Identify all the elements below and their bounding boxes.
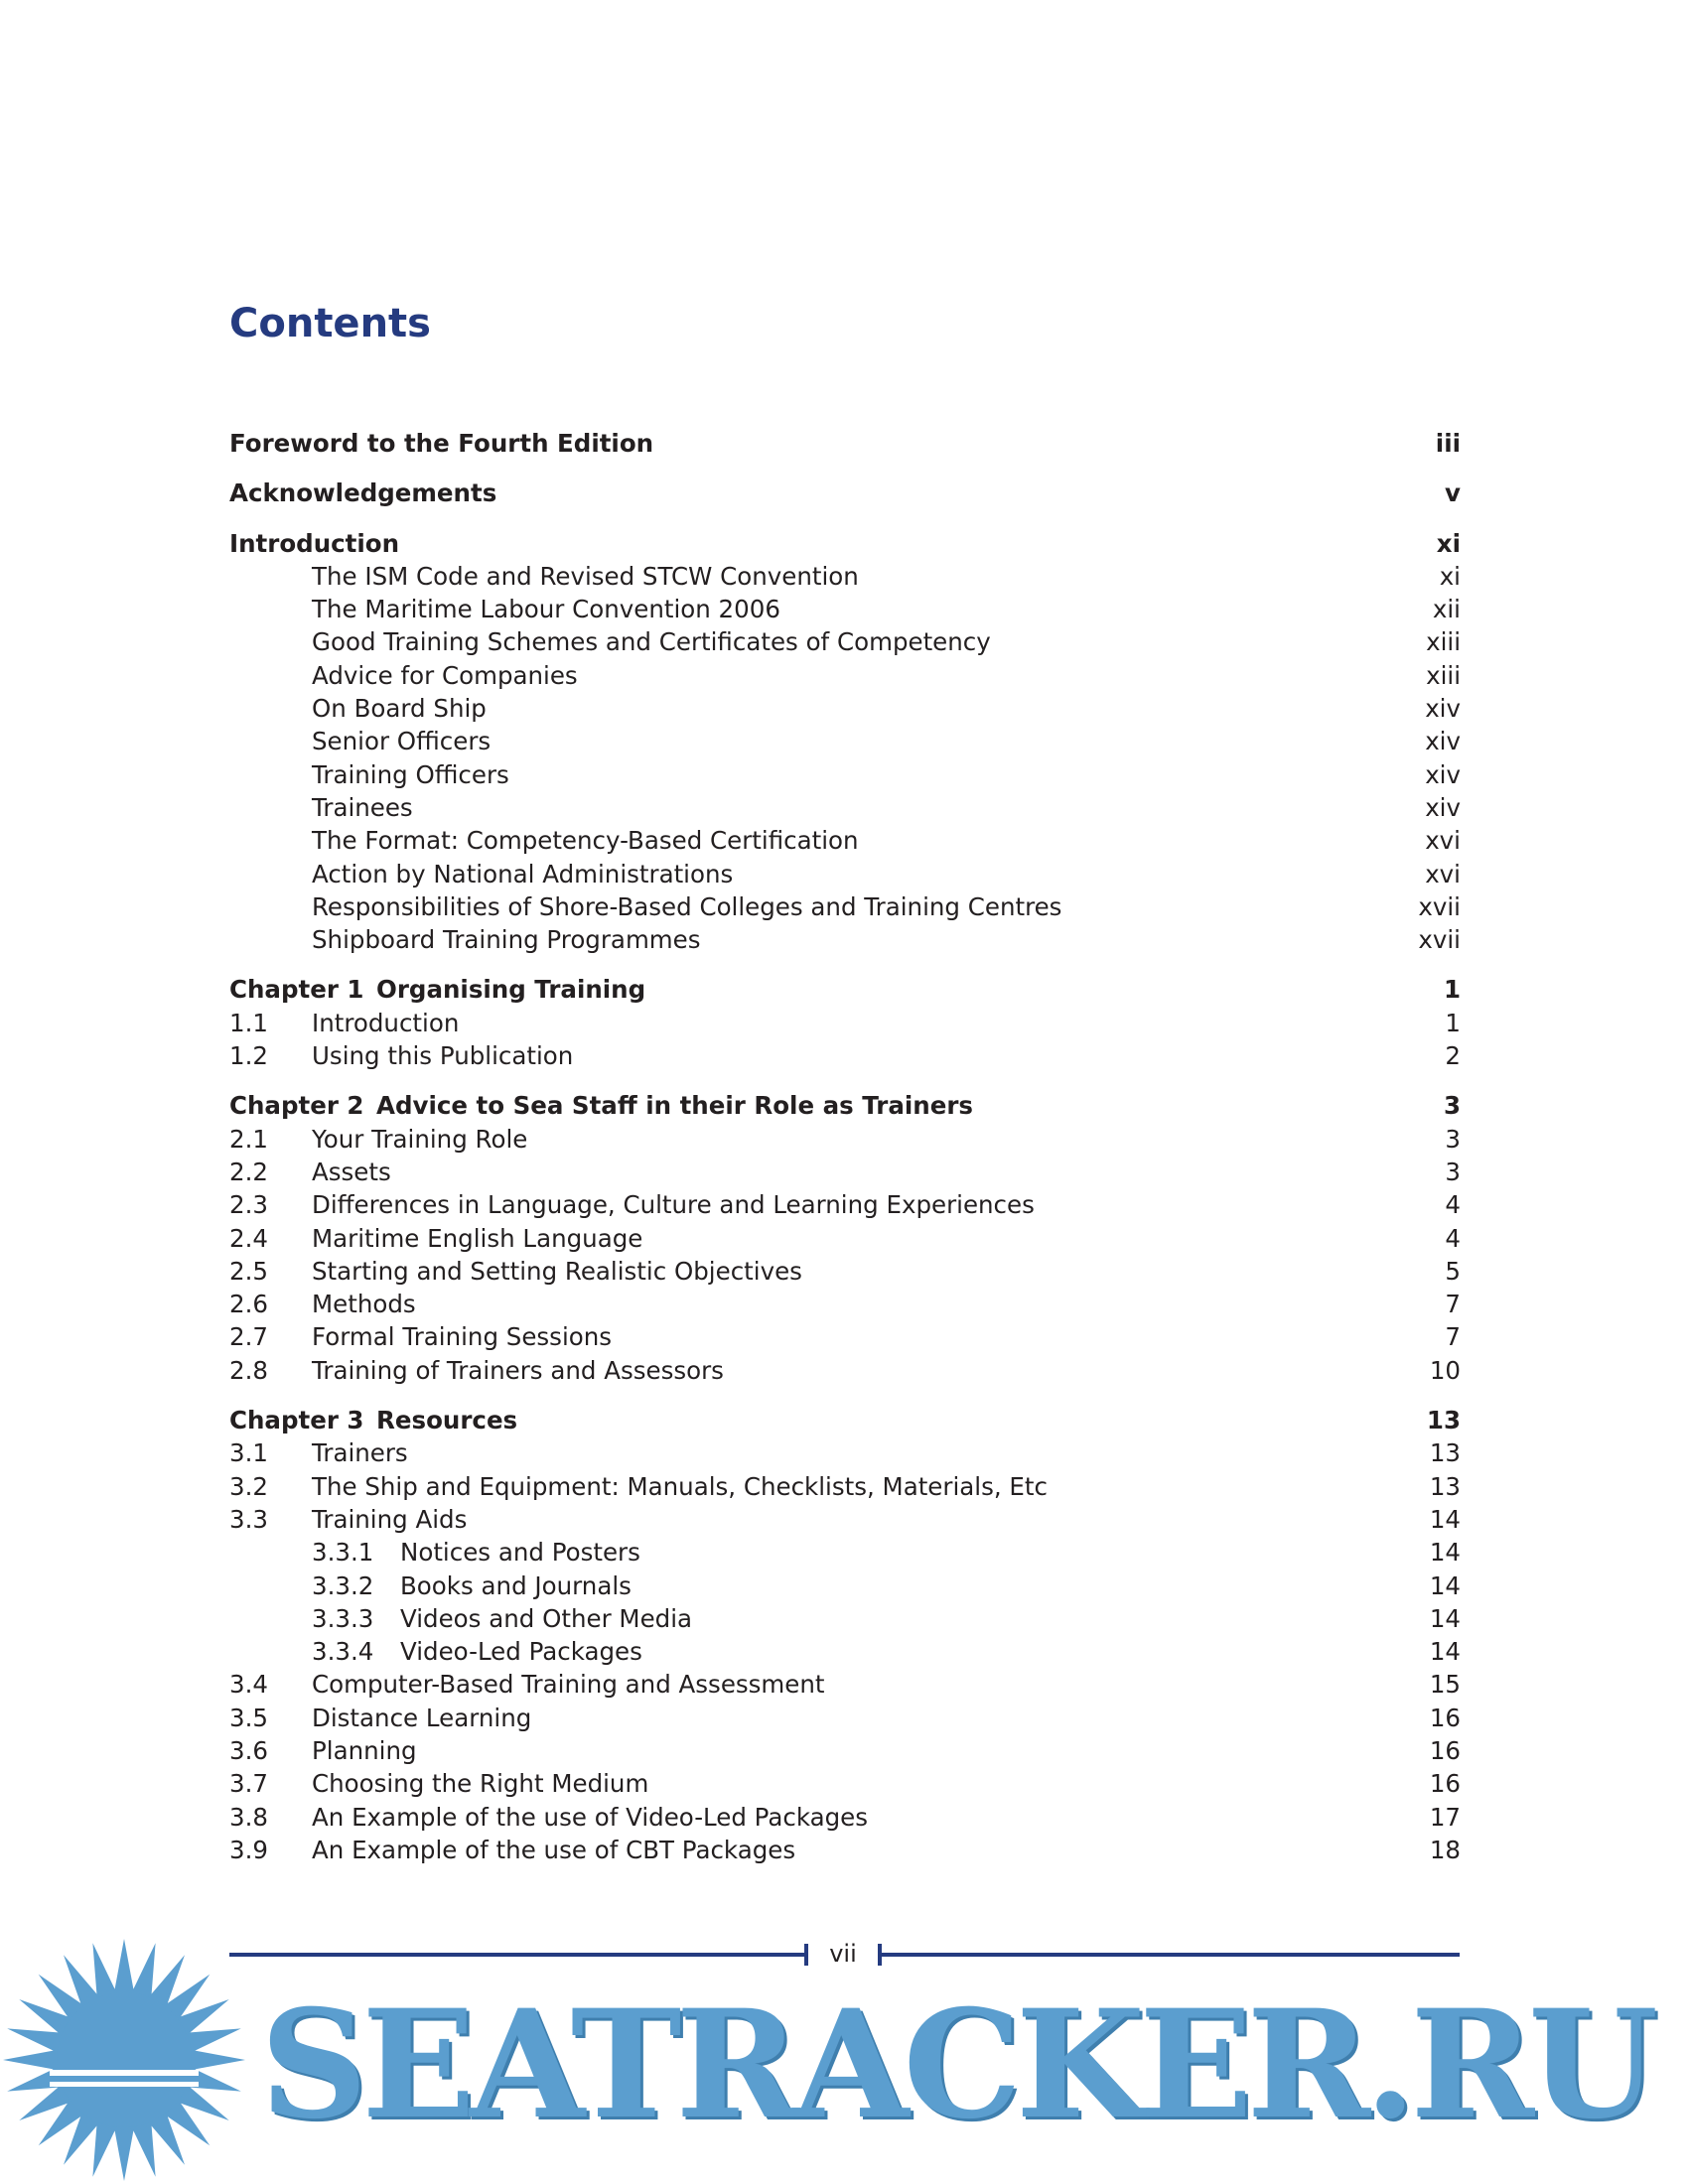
toc-entry-title: Senior Officers: [312, 727, 492, 756]
toc-entry-number: Chapter 2: [229, 1091, 364, 1121]
toc-entry-number: 2.8: [229, 1355, 268, 1385]
toc-entry-title: Video-Led Packages: [400, 1637, 642, 1667]
toc-entry[interactable]: [229, 1320, 1461, 1353]
toc-entry-page: 7: [1445, 1322, 1461, 1352]
toc-entry-page: xii: [1432, 595, 1461, 624]
toc-entry-title: Trainers: [312, 1438, 408, 1468]
toc-entry-page: 7: [1445, 1290, 1461, 1319]
footer-rule-left: [229, 1953, 808, 1957]
toc-entry-title: Resources: [376, 1406, 518, 1435]
toc-entry-title: Training Aids: [312, 1504, 468, 1534]
toc-entry-title: An Example of the use of Video-Led Packages: [312, 1802, 868, 1832]
toc-entry[interactable]: [229, 1354, 1461, 1387]
toc-entry-title: The Format: Competency-Based Certification: [312, 826, 859, 856]
toc-entry-page: xiii: [1426, 627, 1461, 657]
toc-entry-title: Methods: [312, 1290, 416, 1319]
toc-entry-number: 2.3: [229, 1190, 268, 1220]
toc-entry-number: 2.7: [229, 1322, 268, 1352]
toc-entry[interactable]: [229, 1767, 1461, 1800]
table-of-contents: [229, 427, 1461, 1866]
toc-entry-title: The Maritime Labour Convention 2006: [312, 595, 780, 624]
toc-entry-title: Starting and Setting Realistic Objectives: [312, 1256, 802, 1286]
toc-entry-page: 1: [1443, 975, 1461, 1005]
toc-entry-page: xiv: [1425, 792, 1461, 822]
toc-entry-title: Training of Trainers and Assessors: [312, 1355, 724, 1385]
toc-entry[interactable]: [229, 725, 1461, 757]
toc-entry-title: Good Training Schemes and Certificates of Competency: [312, 627, 991, 657]
toc-entry[interactable]: [229, 1801, 1461, 1834]
toc-entry-number: 3.2: [229, 1471, 268, 1501]
toc-entry[interactable]: [229, 1156, 1461, 1188]
toc-entry-page: xiv: [1425, 727, 1461, 756]
toc-entry[interactable]: [229, 1039, 1461, 1072]
sun-logo-icon: [0, 1936, 248, 2184]
toc-entry[interactable]: [229, 593, 1461, 625]
toc-entry[interactable]: [229, 1255, 1461, 1288]
toc-entry-number: Chapter 1: [229, 975, 364, 1005]
toc-entry-title: Advice for Companies: [312, 660, 578, 690]
toc-entry-number: 3.7: [229, 1769, 268, 1799]
toc-entry-number: 3.3.2: [312, 1570, 374, 1600]
toc-subentry[interactable]: [229, 1602, 1461, 1635]
toc-entry-number: 3.3.3: [312, 1603, 374, 1633]
toc-entry-page: xiii: [1426, 660, 1461, 690]
toc-entry[interactable]: [229, 1702, 1461, 1734]
watermark-text: SEATRACKER.RU: [260, 1978, 1652, 2152]
toc-entry[interactable]: [229, 659, 1461, 692]
toc-entry-foreword[interactable]: [229, 427, 1461, 460]
toc-entry-number: 1.1: [229, 1008, 268, 1037]
toc-entry-number: 3.3.4: [312, 1637, 374, 1667]
toc-entry-title: Formal Training Sessions: [312, 1322, 613, 1352]
toc-entry[interactable]: [229, 625, 1461, 658]
toc-entry[interactable]: [229, 1436, 1461, 1469]
toc-entry-title: Books and Journals: [400, 1570, 632, 1600]
toc-entry-page: xvi: [1425, 826, 1461, 856]
toc-entry-title: Maritime English Language: [312, 1223, 643, 1253]
toc-entry-page: 17: [1429, 1802, 1461, 1832]
toc-entry-acknowledgements[interactable]: [229, 477, 1461, 509]
toc-entry-page: 14: [1429, 1538, 1461, 1568]
toc-entry-number: 3.6: [229, 1735, 268, 1765]
toc-entry-number: 2.6: [229, 1290, 268, 1319]
toc-entry-number: 2.2: [229, 1157, 268, 1186]
toc-entry[interactable]: [229, 560, 1461, 593]
toc-entry-page: 16: [1429, 1735, 1461, 1765]
toc-entry[interactable]: [229, 1834, 1461, 1866]
toc-entry-title: An Example of the use of CBT Packages: [312, 1835, 796, 1864]
toc-entry-number: 2.1: [229, 1124, 268, 1154]
toc-entry-page: 3: [1443, 1091, 1461, 1121]
toc-entry-number: 3.3: [229, 1504, 268, 1534]
toc-entry-introduction[interactable]: [229, 527, 1461, 560]
toc-entry[interactable]: [229, 923, 1461, 956]
toc-chapter-1[interactable]: [229, 973, 1461, 1006]
toc-entry[interactable]: [229, 791, 1461, 824]
toc-entry-title: Assets: [312, 1157, 391, 1186]
toc-entry-title: Notices and Posters: [400, 1538, 640, 1568]
footer-page-number: vii: [829, 1940, 857, 1968]
toc-entry-title: Trainees: [312, 792, 413, 822]
toc-entry-title: Foreword to the Fourth Edition: [229, 429, 654, 458]
toc-entry-page: 14: [1429, 1504, 1461, 1534]
toc-entry-title: Your Training Role: [312, 1124, 528, 1154]
toc-entry-page: xvi: [1425, 859, 1461, 888]
toc-entry-page: xi: [1436, 528, 1461, 558]
toc-entry-page: xiv: [1425, 694, 1461, 724]
toc-entry[interactable]: [229, 1734, 1461, 1767]
toc-entry[interactable]: [229, 1007, 1461, 1039]
toc-entry[interactable]: [229, 1123, 1461, 1156]
toc-entry-page: 5: [1445, 1256, 1461, 1286]
toc-entry[interactable]: [229, 1288, 1461, 1320]
toc-entry[interactable]: [229, 1503, 1461, 1536]
toc-entry[interactable]: [229, 692, 1461, 725]
toc-chapter-3[interactable]: [229, 1404, 1461, 1436]
toc-entry-title: Organising Training: [376, 975, 646, 1005]
toc-entry[interactable]: [229, 1470, 1461, 1503]
toc-entry-page: xi: [1439, 561, 1461, 591]
toc-entry-page: 16: [1429, 1769, 1461, 1799]
toc-entry-page: v: [1445, 478, 1461, 508]
toc-entry-number: 3.9: [229, 1835, 268, 1864]
toc-entry-number: 3.4: [229, 1670, 268, 1700]
toc-entry-number: 3.5: [229, 1703, 268, 1732]
toc-entry-number: 2.4: [229, 1223, 268, 1253]
toc-entry[interactable]: [229, 758, 1461, 791]
toc-entry[interactable]: [229, 1668, 1461, 1701]
toc-entry-page: iii: [1435, 429, 1461, 458]
toc-entry-title: Introduction: [312, 1008, 460, 1037]
toc-entry-page: 14: [1429, 1603, 1461, 1633]
toc-entry-page: 4: [1445, 1190, 1461, 1220]
toc-entry-page: 3: [1445, 1124, 1461, 1154]
toc-entry-page: 15: [1429, 1670, 1461, 1700]
toc-entry[interactable]: [229, 1188, 1461, 1221]
toc-entry-title: Introduction: [229, 528, 400, 558]
toc-entry-page: 13: [1429, 1438, 1461, 1468]
toc-entry-number: Chapter 3: [229, 1406, 364, 1435]
toc-entry-page: 13: [1429, 1471, 1461, 1501]
toc-entry-page: 18: [1429, 1835, 1461, 1864]
toc-entry-page: 16: [1429, 1703, 1461, 1732]
page-title: Contents: [229, 301, 431, 346]
toc-entry-title: Training Officers: [312, 759, 509, 789]
toc-entry-title: Planning: [312, 1735, 417, 1765]
toc-entry-page: 14: [1429, 1637, 1461, 1667]
toc-entry[interactable]: [229, 858, 1461, 890]
toc-subentry[interactable]: [229, 1570, 1461, 1602]
toc-entry-title: Using this Publication: [312, 1041, 574, 1071]
toc-entry-page: 10: [1429, 1355, 1461, 1385]
toc-entry-title: Differences in Language, Culture and Learning Experiences: [312, 1190, 1035, 1220]
toc-entry-page: xvii: [1418, 891, 1461, 921]
toc-subentry[interactable]: [229, 1635, 1461, 1668]
toc-entry-page: 4: [1445, 1223, 1461, 1253]
toc-chapter-2[interactable]: [229, 1089, 1461, 1122]
toc-entry[interactable]: [229, 1222, 1461, 1255]
toc-entry-number: 2.5: [229, 1256, 268, 1286]
toc-entry-title: Acknowledgements: [229, 478, 497, 508]
toc-entry-title: Distance Learning: [312, 1703, 532, 1732]
toc-entry-page: 14: [1429, 1570, 1461, 1600]
toc-entry-title: Advice to Sea Staff in their Role as Trainers: [376, 1091, 973, 1121]
toc-entry-page: xvii: [1418, 925, 1461, 955]
toc-entry-number: 3.8: [229, 1802, 268, 1832]
toc-entry-page: xiv: [1425, 759, 1461, 789]
toc-entry-page: 13: [1426, 1406, 1461, 1435]
toc-entry-title: Action by National Administrations: [312, 859, 734, 888]
toc-entry[interactable]: [229, 824, 1461, 857]
toc-entry-number: 1.2: [229, 1041, 268, 1071]
toc-entry[interactable]: [229, 890, 1461, 923]
toc-entry-title: The Ship and Equipment: Manuals, Checklists, Materials, Etc: [312, 1471, 1048, 1501]
toc-entry-page: 3: [1445, 1157, 1461, 1186]
toc-entry-title: Responsibilities of Shore-Based Colleges and Training Centres: [312, 891, 1062, 921]
toc-entry-page: 2: [1445, 1041, 1461, 1071]
toc-entry-number: 3.1: [229, 1438, 268, 1468]
footer-rule-right: [878, 1953, 1460, 1957]
toc-entry-title: Shipboard Training Programmes: [312, 925, 701, 955]
toc-subentry[interactable]: [229, 1536, 1461, 1569]
toc-entry-title: Computer-Based Training and Assessment: [312, 1670, 825, 1700]
toc-entry-title: On Board Ship: [312, 694, 487, 724]
toc-entry-number: 3.3.1: [312, 1538, 374, 1568]
toc-entry-title: Choosing the Right Medium: [312, 1769, 649, 1799]
toc-entry-title: Videos and Other Media: [400, 1603, 693, 1633]
toc-entry-title: The ISM Code and Revised STCW Convention: [312, 561, 859, 591]
toc-entry-page: 1: [1445, 1008, 1461, 1037]
